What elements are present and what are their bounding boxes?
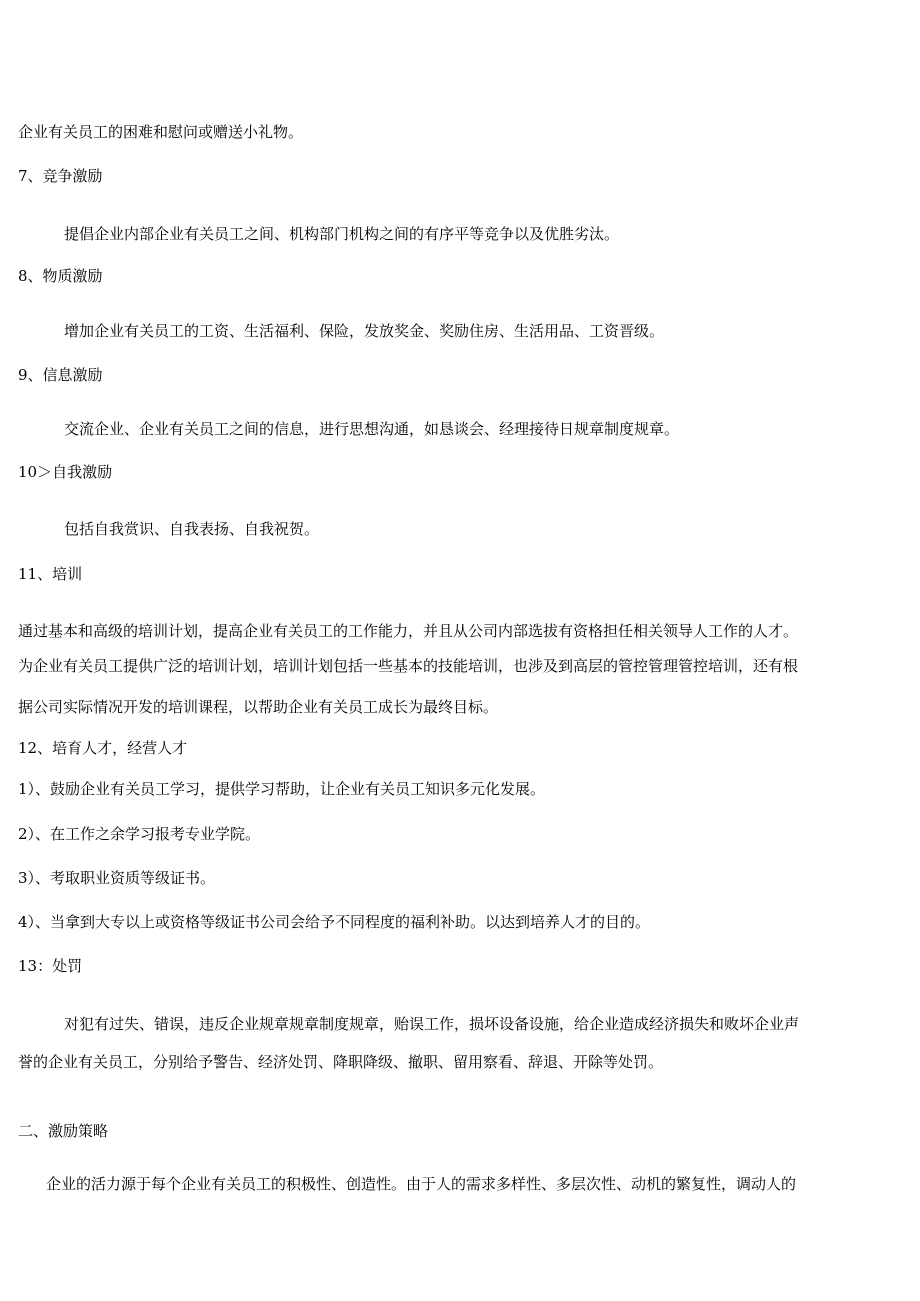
list-item: 4）、当拿到大专以上或资格等级证书公司会给予不同程度的福利补助。以达到培养人才的目的。	[18, 913, 651, 931]
paragraph-line: 企业的活力源于每个企业有关员工的积极性、创造性。由于人的需求多样性、多层次性、动机的繁复性，调动人的	[46, 1175, 797, 1193]
paragraph-line: 对犯有过失、错误，违反企业规章规章制度规章，贻误工作，损坏设备设施，给企业造成经济损失和败坏企业声	[64, 1015, 800, 1033]
paragraph-line: 交流企业、企业有关员工之间的信息，进行思想沟通，如恳谈会、经理接待日规章制度规章。	[64, 420, 680, 438]
section-heading-information: 9、信息激励	[18, 366, 103, 384]
paragraph-line: 包括自我赏识、自我表扬、自我祝贺。	[64, 520, 320, 538]
paragraph-line: 据公司实际情况开发的培训课程，以帮助企业有关员工成长为最终目标。	[18, 698, 499, 716]
section-heading-training: 11、培训	[18, 565, 83, 583]
list-item: 1）、鼓励企业有关员工学习，提供学习帮助，让企业有关员工知识多元化发展。	[18, 780, 546, 798]
paragraph-line: 通过基本和高级的培训计划，提高企业有关员工的工作能力，并且从公司内部选拔有资格担任相关领导人工作的人才。	[18, 622, 799, 640]
section-heading-self: 10＞自我激励	[18, 463, 113, 481]
list-item: 3）、考取职业资质等级证书。	[18, 869, 216, 887]
list-item: 2）、在工作之余学习报考专业学院。	[18, 825, 261, 843]
paragraph-line: 提倡企业内部企业有关员工之间、机构部门机构之间的有序平等竞争以及优胜劣汰。	[64, 225, 620, 243]
section-heading-talent: 12、培育人才，经营人才	[18, 739, 188, 757]
section-heading-penalty: 13：处罚	[18, 957, 83, 975]
paragraph-line: 为企业有关员工提供广泛的培训计划，培训计划包括一些基本的技能培训，也涉及到高层的管控管理管控培训，还有根	[18, 657, 799, 675]
paragraph-line: 增加企业有关员工的工资、生活福利、保险，发放奖金、奖励住房、生活用品、工资晋级。	[64, 322, 665, 340]
section-heading-competition: 7、竞争激励	[18, 167, 103, 185]
paragraph-line: 企业有关员工的困难和慰问或赠送小礼物。	[18, 123, 304, 141]
section-heading-material: 8、物质激励	[18, 267, 103, 285]
paragraph-line: 誉的企业有关员工，分别给予警告、经济处罚、降职降级、撤职、留用察看、辞退、开除等处罚。	[18, 1053, 664, 1071]
chapter-heading-strategy: 二、激励策略	[18, 1122, 109, 1140]
